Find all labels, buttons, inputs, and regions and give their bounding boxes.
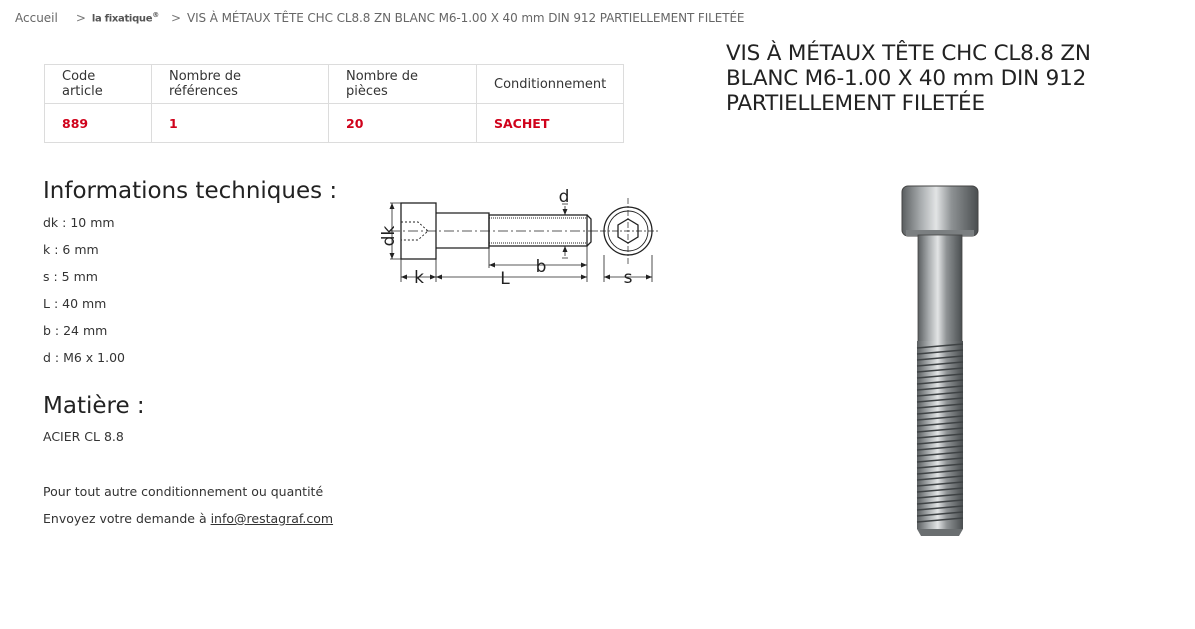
table-header-row <box>45 65 624 104</box>
spec-item-k: k : 6 mm <box>43 242 99 257</box>
spec-item-dk: dk : 10 mm <box>43 215 115 230</box>
photo-head <box>902 186 978 236</box>
contact-email-link[interactable]: info@restagraf.com <box>210 511 334 526</box>
table-row <box>45 104 624 143</box>
spec-item-b: b : 24 mm <box>43 323 108 338</box>
cell-code-article: 889 <box>45 104 152 143</box>
breadcrumb <box>15 11 744 25</box>
technical-drawing <box>370 178 670 293</box>
cell-nombre-references: 1 <box>152 104 329 143</box>
drawing-label-d: d <box>558 187 570 207</box>
breadcrumb-separator: > <box>170 11 181 25</box>
product-photo <box>880 178 1000 543</box>
contact-prefix: Envoyez votre demande à <box>43 511 211 526</box>
drawing-thread-shape <box>489 215 587 246</box>
technical-info-heading: Informations techniques : <box>43 178 338 204</box>
drawing-label-dk: dk <box>379 225 399 247</box>
spec-item-d: d : M6 x 1.00 <box>43 350 126 365</box>
header-nombre-references: Nombre de références <box>152 65 329 104</box>
cell-nombre-pieces: 20 <box>329 104 477 143</box>
breadcrumb-brand-label: la fixatique <box>91 13 153 25</box>
product-title: VIS À MÉTAUX TÊTE CHC CL8.8 ZN BLANC M6-1.00 X 40 mm DIN 912 PARTIELLEMENT FILETÉE <box>726 41 1091 116</box>
material-heading: Matière : <box>43 393 145 419</box>
header-conditionnement: Conditionnement <box>477 65 624 104</box>
drawing-label-L: L <box>500 269 510 289</box>
contact-line-2 <box>43 511 333 526</box>
technical-specs-list <box>43 212 125 374</box>
contact-line-1: Pour tout autre conditionnement ou quantité <box>43 484 324 499</box>
breadcrumb-separator: > <box>75 11 86 25</box>
product-info-table <box>44 64 624 143</box>
spec-item-L: L : 40 mm <box>43 296 107 311</box>
drawing-label-k: k <box>414 268 424 288</box>
drawing-label-b: b <box>535 257 547 277</box>
material-value: ACIER CL 8.8 <box>43 429 124 444</box>
breadcrumb-brand-link[interactable] <box>92 11 159 24</box>
registered-mark: ® <box>152 11 159 20</box>
breadcrumb-home-link[interactable]: Accueil <box>15 11 58 25</box>
drawing-label-s: s <box>623 268 633 288</box>
spec-item-s: s : 5 mm <box>43 269 98 284</box>
cell-conditionnement: SACHET <box>477 104 624 143</box>
breadcrumb-current: VIS À MÉTAUX TÊTE CHC CL8.8 ZN BLANC M6-1.00 X 40 mm DIN 912 PARTIELLEMENT FILETÉE <box>187 11 745 25</box>
header-code-article: Code article <box>45 65 152 104</box>
header-nombre-pieces: Nombre de pièces <box>329 65 477 104</box>
drawing-shank-shape <box>436 213 489 248</box>
photo-shank <box>918 235 962 343</box>
